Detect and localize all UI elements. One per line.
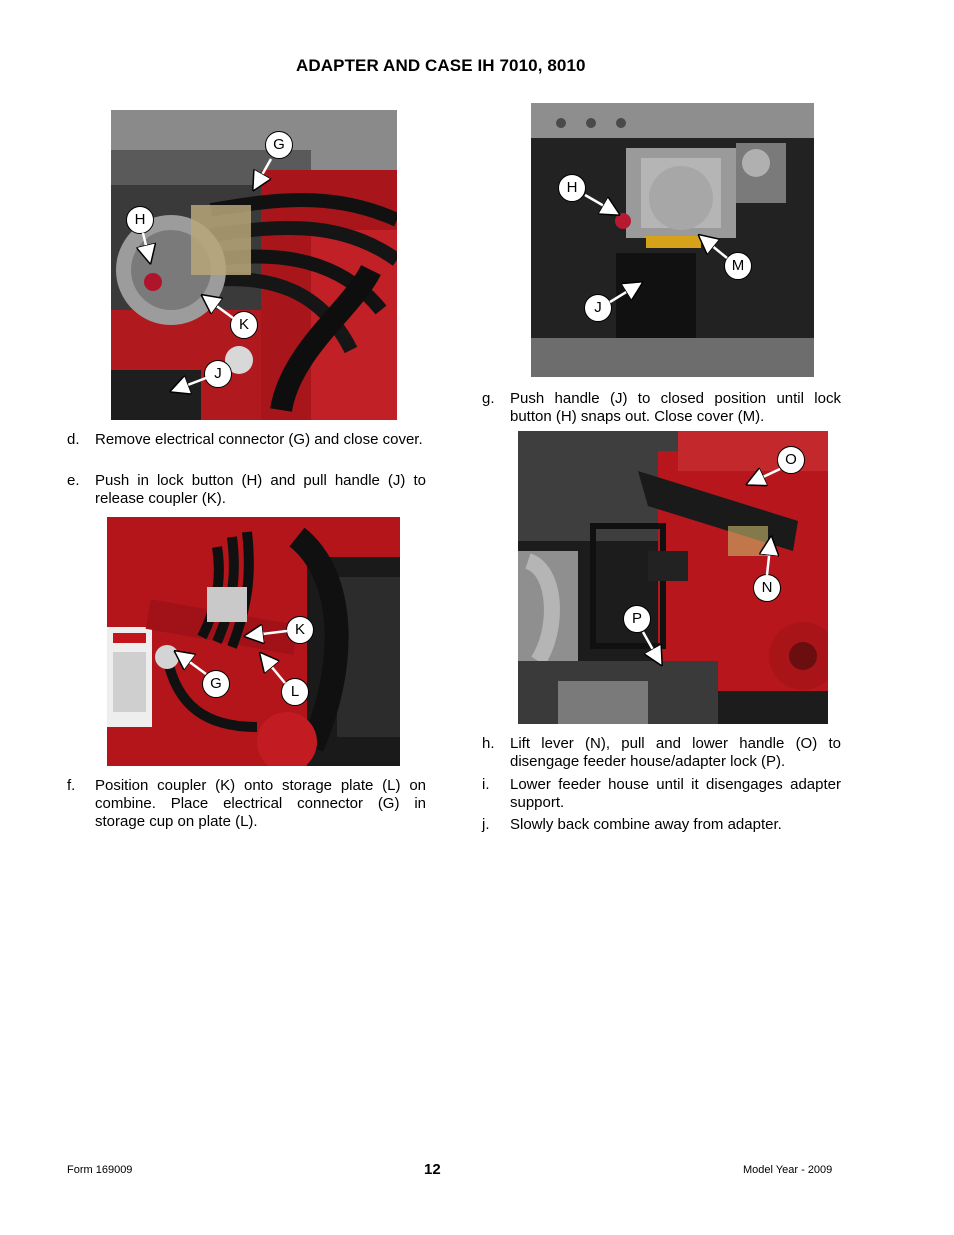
step-i bbox=[482, 776, 842, 812]
step-f bbox=[67, 777, 427, 831]
step-i-text: Lower feeder house until it disengages adapter support. bbox=[510, 776, 841, 811]
callout-m-fig3: M bbox=[724, 252, 752, 280]
step-h-text: Lift lever (N), pull and lower handle (O) to disengage feeder house/adapter lock (P). bbox=[510, 735, 841, 770]
page-number: 12 bbox=[424, 1161, 441, 1178]
step-j-text: Slowly back combine away from adapter. bbox=[510, 816, 782, 833]
photo-feeder-lock bbox=[518, 431, 828, 724]
step-d bbox=[67, 431, 427, 467]
step-e bbox=[67, 472, 427, 508]
callout-h-fig1: H bbox=[126, 206, 154, 234]
footer-model-year: Model Year - 2009 bbox=[743, 1164, 833, 1176]
photo-lock-closed bbox=[531, 103, 814, 377]
callout-k-fig2: K bbox=[286, 616, 314, 644]
step-g-text: Push handle (J) to closed position until lock button (H) snaps out. Close cover (M). bbox=[510, 390, 841, 425]
callout-g-fig2: G bbox=[202, 670, 230, 698]
step-j-label: j. bbox=[482, 816, 490, 833]
step-d-text: Remove electrical connector (G) and close cover. bbox=[95, 431, 423, 448]
footer-form: Form 169009 bbox=[67, 1164, 133, 1176]
step-h bbox=[482, 735, 842, 771]
callout-k-fig1: K bbox=[230, 311, 258, 339]
callout-j-fig1: J bbox=[204, 360, 232, 388]
step-f-label: f. bbox=[67, 777, 76, 794]
step-g-label: g. bbox=[482, 390, 495, 407]
callout-g-fig1: G bbox=[265, 131, 293, 159]
page-title: ADAPTER AND CASE IH 7010, 8010 bbox=[296, 56, 586, 75]
step-g bbox=[482, 390, 842, 426]
photo-coupler-release bbox=[111, 110, 397, 420]
callout-n-fig4: N bbox=[753, 574, 781, 602]
callout-h-fig3: H bbox=[558, 174, 586, 202]
step-e-text: Push in lock button (H) and pull handle (J) to release coupler (K). bbox=[95, 472, 426, 507]
step-d-label: d. bbox=[67, 431, 80, 448]
callout-j-fig3: J bbox=[584, 294, 612, 322]
photo-storage-plate bbox=[107, 517, 400, 766]
step-e-label: e. bbox=[67, 472, 80, 489]
step-h-label: h. bbox=[482, 735, 495, 752]
callout-l-fig2: L bbox=[281, 678, 309, 706]
callout-o-fig4: O bbox=[777, 446, 805, 474]
step-j bbox=[482, 816, 842, 834]
callout-p-fig4: P bbox=[623, 605, 651, 633]
step-f-text: Position coupler (K) onto storage plate (L) on combine. Place electrical connector (G) in storage cup on plate (L). bbox=[95, 777, 426, 830]
step-i-label: i. bbox=[482, 776, 490, 793]
